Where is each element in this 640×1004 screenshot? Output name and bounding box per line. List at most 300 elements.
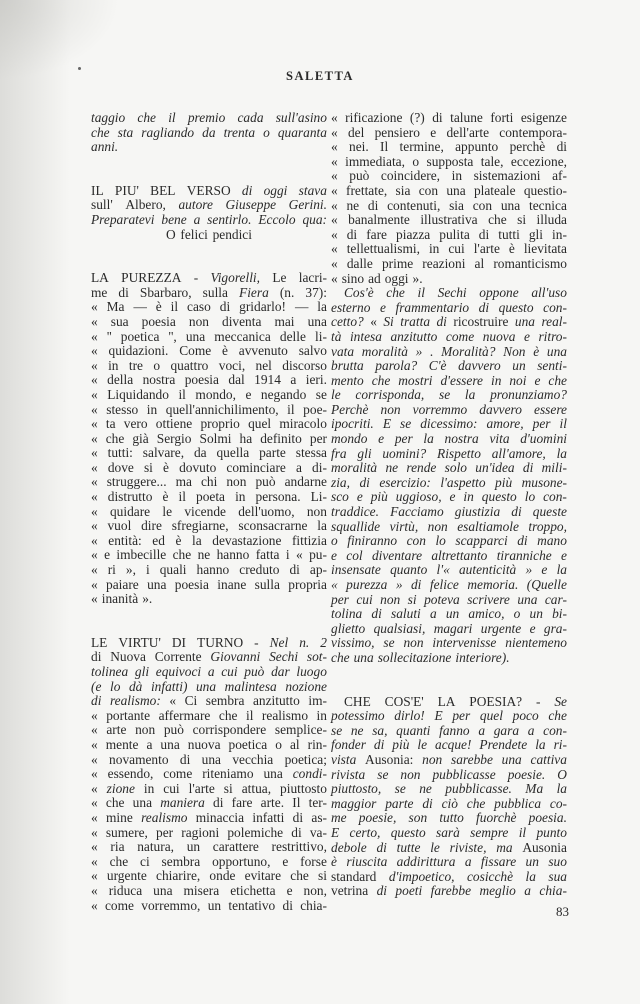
word: infatti) (150, 678, 188, 694)
word: « (91, 430, 98, 446)
word: è (533, 343, 540, 359)
word: ri- (553, 737, 567, 753)
word: non (306, 503, 327, 519)
text-line (331, 432, 567, 447)
word: saluti (391, 606, 421, 622)
word: troppo, (528, 518, 567, 534)
word: rificazione (345, 110, 403, 125)
text-line (91, 475, 327, 490)
word: « (331, 110, 338, 125)
word: a (295, 459, 302, 475)
text-line (331, 811, 567, 826)
text-line (331, 549, 567, 564)
word: Nel (269, 634, 289, 650)
word: una (353, 649, 374, 665)
word: esaltiamole (457, 518, 519, 534)
word: che (91, 124, 110, 140)
word: struggere... (106, 474, 167, 490)
word: per (532, 416, 551, 432)
word: voci, (218, 357, 246, 373)
word: Giuseppe (225, 197, 277, 213)
word: inane (217, 576, 247, 592)
word: « (370, 314, 377, 330)
word: per (331, 591, 349, 607)
word: le (162, 503, 173, 519)
word: in (451, 168, 463, 184)
word: il (417, 285, 425, 301)
text-line (91, 753, 327, 768)
word: gli (357, 445, 372, 461)
word: « (91, 313, 98, 329)
word: urgente (480, 620, 522, 636)
word: inanità (101, 591, 139, 607)
word: '', (168, 328, 177, 344)
word: la (192, 532, 202, 548)
word: la (556, 781, 567, 797)
word: di (219, 299, 231, 315)
word: glietto (331, 620, 366, 636)
word: che (371, 372, 391, 388)
word: di (436, 314, 447, 330)
word: a (464, 854, 472, 870)
word: « (331, 124, 338, 140)
word: E (382, 416, 391, 432)
word: tutti (498, 226, 520, 242)
word: frammentario (395, 299, 470, 315)
word: ieri. (305, 372, 327, 388)
word: una (446, 182, 466, 198)
word: una (185, 328, 206, 344)
text-line (331, 228, 567, 243)
word: dell'arte (446, 124, 490, 140)
word: Corrente (154, 649, 202, 665)
word: come (445, 328, 475, 344)
word: amore, (486, 416, 524, 432)
word: condi- (292, 766, 327, 782)
word: « (91, 897, 98, 913)
word: tentativo (228, 897, 276, 913)
word: car- (544, 591, 567, 607)
word: « (91, 868, 98, 884)
text-line (331, 593, 567, 608)
word: un (445, 606, 460, 622)
word: appunto (455, 139, 499, 155)
word: davvero (458, 358, 501, 374)
word: lo (435, 533, 446, 549)
word: in (428, 241, 440, 257)
word: che (105, 430, 125, 446)
word: vorremmo (412, 401, 468, 417)
word: cosicchè (466, 868, 514, 884)
word: qua: (302, 211, 327, 227)
word: essere (534, 401, 567, 417)
word: « (91, 401, 98, 417)
word: contempora- (499, 124, 567, 140)
word: negando (260, 386, 307, 402)
word: a (429, 606, 437, 622)
word: se (315, 386, 327, 402)
word: lievitata (523, 241, 567, 257)
word: hanno (196, 562, 230, 578)
word: senti- (537, 358, 567, 374)
word: la (556, 562, 567, 578)
word: d'impoetico, (388, 868, 455, 884)
word: poco (512, 708, 539, 724)
word: luogo (296, 664, 327, 679)
word: chiarire, (156, 868, 201, 884)
text-line (331, 841, 567, 856)
left-column (91, 111, 327, 913)
word: che (548, 372, 567, 388)
word: ma (496, 839, 513, 855)
word: POESIA? (469, 693, 523, 709)
text-line (91, 855, 327, 870)
text-line (91, 330, 327, 345)
word: arte. (260, 795, 285, 811)
text-line (331, 213, 567, 228)
word: riuscita (346, 854, 388, 870)
word: propria (288, 576, 327, 592)
text-line (331, 315, 567, 330)
word: corrispondere (192, 722, 267, 738)
word: cui (163, 780, 180, 796)
word: sulla (202, 284, 228, 300)
paragraph (91, 636, 327, 913)
word: può (349, 168, 370, 184)
word: ne (350, 722, 364, 738)
text-line (91, 417, 327, 432)
word: « (91, 299, 98, 315)
word: LA (91, 270, 109, 286)
word: rivista (331, 766, 366, 782)
word: cattiva (530, 751, 567, 767)
word: che (137, 110, 157, 125)
word: virtù, (389, 518, 419, 534)
word: uggioso, (395, 489, 442, 505)
text-line (331, 563, 567, 578)
page-edge-shadow (0, 0, 70, 1004)
word: queste (532, 504, 567, 520)
paragraph (91, 111, 327, 155)
word: già (132, 430, 149, 446)
text-line (331, 403, 567, 418)
word: al (289, 736, 300, 752)
word: di (289, 562, 300, 578)
word: il (518, 824, 527, 840)
word: ne (346, 197, 360, 213)
word: Giovanni (210, 649, 261, 665)
word: corrisponda, (355, 387, 425, 403)
word: caso (187, 299, 211, 315)
word: '' (106, 328, 112, 344)
word: sull'asino (275, 110, 327, 125)
word: tutti: (107, 445, 133, 461)
text-line (331, 447, 567, 462)
word: all'amore, (491, 445, 546, 461)
word: « (91, 372, 98, 388)
word: delle (279, 328, 306, 344)
word: il (178, 489, 186, 505)
text-line (331, 345, 567, 360)
word: in (463, 489, 474, 505)
word: — (133, 299, 147, 315)
word: il (287, 401, 295, 417)
word: ta (105, 416, 116, 432)
word: di (432, 110, 443, 125)
word: esigenze (520, 110, 567, 125)
word: andarne (284, 474, 327, 490)
word: fuorchè (476, 810, 517, 826)
text-line (91, 592, 327, 607)
text-line (331, 534, 567, 549)
word: « (91, 766, 98, 782)
word: « (91, 707, 98, 723)
word: forti (490, 110, 514, 125)
word: « (331, 270, 338, 286)
word: di (522, 460, 534, 476)
word: fonder (331, 737, 366, 753)
word: pulita (439, 226, 470, 242)
word: IL (91, 182, 104, 198)
word: si (223, 780, 233, 796)
word: Albero, (125, 197, 166, 213)
word: mondo, (195, 386, 236, 402)
word: fatta (255, 547, 280, 563)
word: squallide (331, 518, 381, 534)
word: sulla (254, 576, 280, 592)
word: « (91, 853, 98, 869)
word: chia- (300, 897, 327, 913)
word: « (91, 882, 98, 898)
word: una (160, 736, 180, 752)
word: E (434, 708, 443, 724)
word: solo (444, 460, 467, 476)
word: nostra (444, 431, 479, 447)
word: perchè (509, 139, 546, 155)
word: arte (106, 722, 127, 738)
word: « (91, 489, 98, 505)
paragraph-gap (91, 155, 327, 184)
text-line (331, 724, 567, 739)
word: meglio (479, 883, 516, 899)
word: Solmi (199, 430, 232, 446)
word: « (331, 197, 338, 213)
word: portante (106, 707, 151, 723)
word: « (91, 386, 98, 402)
word: in (146, 401, 158, 417)
word: quali (159, 562, 187, 578)
word: ter- (308, 795, 327, 811)
paragraph (331, 111, 567, 666)
word: gara (493, 722, 520, 738)
word: talune (450, 110, 483, 125)
word: con- (543, 489, 567, 505)
word: vetrina (331, 883, 369, 899)
word: cui (448, 241, 465, 257)
text-line (331, 242, 567, 257)
word: « (91, 751, 98, 767)
text-line (331, 870, 567, 885)
word: quattro (170, 357, 209, 373)
word: sfregiarne, (171, 518, 229, 534)
word: « (169, 693, 177, 709)
text-line (91, 767, 327, 782)
text-line (331, 753, 567, 768)
word: discorso (282, 357, 327, 373)
word: scapparci (455, 533, 508, 549)
text-line (91, 811, 327, 826)
word: Come (179, 343, 212, 359)
word: o (331, 533, 338, 549)
word: di (478, 299, 490, 315)
text-line (91, 403, 327, 418)
word: chia- (539, 883, 567, 899)
text-line (91, 446, 327, 461)
word: poteva (424, 591, 460, 607)
word: un (207, 897, 222, 913)
text-line (91, 840, 327, 855)
word: « (91, 591, 98, 607)
word: pronunziamo? (490, 387, 567, 403)
word: se (383, 635, 395, 651)
word: amico, (468, 606, 505, 622)
word: infatti (252, 809, 285, 825)
word: questio- (523, 182, 567, 198)
word: « (331, 139, 338, 155)
word: « (91, 445, 98, 461)
word: « (91, 518, 98, 534)
paragraph-gap (91, 242, 327, 271)
word: . (430, 343, 434, 359)
word: di (511, 504, 522, 520)
word: paiare (106, 576, 139, 592)
word: insensate (331, 562, 381, 578)
word: CHE (344, 693, 371, 709)
word: un (529, 606, 543, 622)
word: « (331, 182, 338, 198)
word: di (410, 577, 422, 592)
word: può (244, 664, 265, 679)
text-line (91, 359, 327, 374)
word: ». (412, 270, 423, 286)
word: premio (187, 110, 226, 125)
word: è (162, 489, 169, 505)
word: nuova (482, 328, 516, 344)
text-line (331, 738, 567, 753)
word: debole (331, 839, 367, 855)
word: ed (152, 532, 165, 548)
word: co- (549, 795, 567, 811)
word: felice (429, 577, 459, 592)
word: oggi (384, 270, 409, 286)
word: che (109, 853, 129, 869)
word: non (403, 635, 424, 651)
word: in- (552, 226, 567, 242)
word: in (108, 357, 119, 373)
word: di (376, 883, 388, 899)
text-line (331, 126, 567, 141)
word: suo (548, 854, 567, 870)
word: esterno (331, 299, 371, 315)
word: vecchia (232, 751, 274, 767)
word: traddice. (331, 504, 379, 520)
word: per (309, 430, 327, 446)
word: evitare (244, 868, 282, 884)
word: essendo, (107, 766, 154, 782)
word: come (163, 766, 193, 782)
word: « (91, 328, 98, 344)
word: vita (489, 431, 510, 447)
word: nozione (285, 678, 327, 694)
word: la (535, 737, 546, 753)
word: poetica (120, 328, 160, 344)
word: — (294, 299, 309, 315)
text-line (91, 432, 327, 447)
word: cominciare (226, 459, 286, 475)
word: e (286, 882, 293, 898)
word: vista (331, 751, 357, 767)
word: da (202, 124, 216, 140)
word: o (275, 736, 282, 752)
word: interiore). (455, 649, 510, 665)
word: il (245, 707, 254, 723)
paragraph (91, 271, 327, 607)
word: dar (271, 664, 290, 679)
word: mento (331, 372, 364, 388)
word: gli (528, 226, 543, 242)
word: vuol (107, 518, 132, 534)
text-line (331, 826, 567, 841)
word: con (406, 533, 426, 549)
word: (?) (409, 110, 425, 125)
text-line (91, 228, 327, 243)
word: il (170, 299, 179, 315)
word: in (235, 489, 246, 505)
word: sembra (205, 693, 245, 709)
text-line (331, 301, 567, 316)
text-line (91, 578, 327, 593)
text-line (331, 140, 567, 155)
word: va- (309, 824, 327, 840)
word: i (145, 562, 150, 578)
word: « (331, 577, 338, 592)
word: la (317, 299, 327, 315)
word: Ausonia: (365, 751, 414, 767)
word: di (213, 795, 224, 811)
word: « (295, 547, 303, 563)
word: ritro- (538, 328, 567, 344)
text-line (91, 315, 327, 330)
word: col (346, 547, 363, 563)
text-line (331, 578, 567, 593)
word: tutto (439, 810, 464, 826)
word: tutte (396, 839, 421, 855)
word: vorremmo, (141, 897, 201, 913)
word: Moralità? (441, 343, 496, 359)
word: supposta (426, 153, 474, 169)
word: moralità (331, 460, 378, 476)
word: acque! (435, 737, 472, 753)
text-line (331, 782, 567, 797)
word: salvare, (142, 445, 185, 461)
word: sco (331, 489, 349, 505)
word: mai (274, 313, 295, 329)
word: dire (141, 518, 162, 534)
word: Gerini. (288, 197, 327, 213)
word: con- (543, 722, 567, 738)
word: nuova (187, 736, 221, 752)
word: una (147, 576, 167, 592)
